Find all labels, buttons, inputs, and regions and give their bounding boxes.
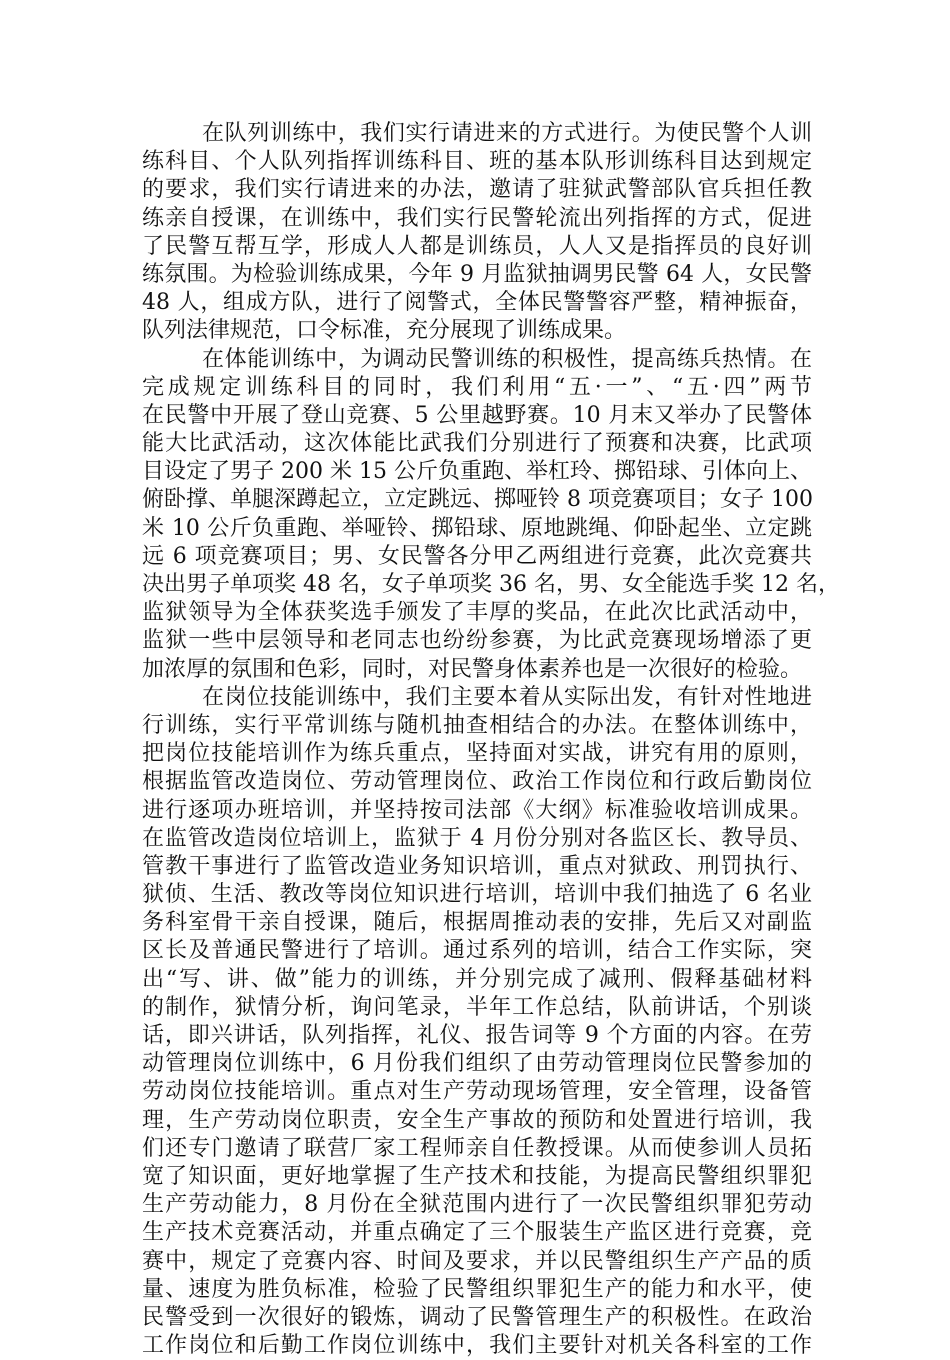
paragraph-fitness-training	[142, 346, 840, 684]
paragraph-job-skills-training	[142, 684, 812, 1360]
text-line: 练氛围。为检验训练成果，今年 9 月监狱抽调男民警 64 人，女民警	[142, 261, 812, 287]
text-line: 在体能训练中，为调动民警训练的积极性，提高练兵热情。在	[202, 346, 812, 372]
text-line: 生产劳动能力，8 月份在全狱范围内进行了一次民警组织罪犯劳动	[142, 1192, 812, 1218]
text-line: 赛中，规定了竞赛内容、时间及要求，并以民警组织生产产品的质	[142, 1248, 812, 1274]
text-line: 在队列训练中，我们实行请进来的方式进行。为使民警个人训	[202, 121, 812, 146]
text-line: 米 10 公斤负重跑、举哑铃、掷铅球、原地跳绳、仰卧起坐、立定跳	[142, 515, 812, 541]
paragraph-drill-training	[142, 120, 812, 346]
text-line: 生产技术竞赛活动，并重点确定了三个服装生产监区进行竞赛，竞	[142, 1220, 812, 1246]
text-line: 监狱领导为全体获奖选手颁发了丰厚的奖品，在此次比武活动中，	[142, 600, 812, 626]
text-line: 宽了知识面，更好地掌握了生产技术和技能，为提高民警组织罪犯	[142, 1163, 812, 1189]
text-line: 队列法律规范，口令标准，充分展现了训练成果。	[142, 318, 627, 344]
document-body	[142, 120, 840, 1360]
text-line: 的制作，狱情分析，询问笔录，半年工作总结，队前讲话，个别谈	[142, 994, 812, 1020]
text-line: 决出男子单项奖 48 名，女子单项奖 36 名，男、女全能选手奖 12 名，	[142, 572, 840, 597]
text-line: 远 6 项竞赛项目；男、女民警各分甲乙两组进行竞赛，此次竞赛共	[142, 543, 812, 569]
text-line: 们还专门邀请了联营厂家工程师亲自任教授课。从而使参训人员拓	[142, 1135, 812, 1161]
text-line: 能大比武活动，这次体能比武我们分别进行了预赛和决赛，比武项	[142, 431, 812, 457]
text-line: 俯卧撑、单腿深蹲起立，立定跳远、掷哑铃 8 项竞赛项目；女子 100	[142, 487, 813, 513]
text-line: 区长及普通民警进行了培训。通过系列的培训，结合工作实际，突	[142, 938, 812, 964]
text-line: 监狱一些中层领导和老同志也纷纷参赛，为比武竞赛现场增添了更	[142, 628, 812, 654]
text-line: 练亲自授课，在训练中，我们实行民警轮流出列指挥的方式，促进	[142, 205, 812, 231]
text-line: 完成规定训练科目的同时，我们利用“五·一”、“五·四”两节	[142, 374, 812, 400]
text-line: 48 人，组成方队，进行了阅警式，全体民警警容严整，精神振奋，	[142, 290, 812, 316]
text-line: 出“写、讲、做”能力的训练，并分别完成了减刑、假释基础材料	[142, 966, 812, 992]
text-line: 了民警互帮互学，形成人人都是训练员，人人又是指挥员的良好训	[142, 233, 812, 259]
text-line: 动管理岗位训练中，6 月份我们组织了由劳动管理岗位民警参加的	[142, 1051, 812, 1077]
text-line: 练科目、个人队列指挥训练科目、班的基本队形训练科目达到规定	[142, 149, 812, 175]
text-line: 劳动岗位技能培训。重点对生产劳动现场管理，安全管理，设备管	[142, 1079, 812, 1105]
text-line: 量、速度为胜负标准，检验了民警组织罪犯生产的能力和水平，使	[142, 1276, 812, 1302]
text-line: 理，生产劳动岗位职责，安全生产事故的预防和处置进行培训，我	[142, 1107, 812, 1133]
text-line: 进行逐项办班培训，并坚持按司法部《大纲》标准验收培训成果。	[142, 797, 812, 823]
text-line: 根据监管改造岗位、劳动管理岗位、政治工作岗位和行政后勤岗位	[142, 769, 812, 795]
text-line: 务科室骨干亲自授课，随后，根据周推动表的安排，先后又对副监	[142, 910, 812, 936]
text-line: 话，即兴讲话，队列指挥，礼仪、报告词等 9 个方面的内容。在劳	[142, 1023, 812, 1048]
text-line: 加浓厚的氛围和色彩，同时，对民警身体素养也是一次很好的检验。	[142, 656, 803, 682]
text-line: 狱侦、生活、教改等岗位知识进行培训，培训中我们抽选了 6 名业	[142, 882, 812, 908]
text-line: 管教干事进行了监管改造业务知识培训，重点对狱政、刑罚执行、	[142, 853, 812, 879]
text-line: 民警受到一次很好的锻炼，调动了民警管理生产的积极性。在政治	[142, 1304, 812, 1330]
text-line: 行训练，实行平常训练与随机抽查相结合的办法。在整体训练中，	[142, 712, 812, 738]
text-line: 把岗位技能培训作为练兵重点，坚持面对实战，讲究有用的原则，	[142, 741, 812, 767]
text-line: 在监管改造岗位培训上，监狱于 4 月份分别对各监区长、教导员、	[142, 825, 812, 851]
text-line: 目设定了男子 200 米 15 公斤负重跑、举杠玲、掷铅球、引体向上、	[142, 459, 812, 485]
text-line: 在岗位技能训练中，我们主要本着从实际出发，有针对性地进	[202, 684, 812, 710]
text-line: 工作岗位和后勤工作岗位训练中，我们主要针对机关各科室的工作	[142, 1333, 812, 1359]
text-line: 在民警中开展了登山竞赛、5 公里越野赛。10 月末又举办了民警体	[142, 402, 812, 428]
text-line: 的要求，我们实行请进来的办法，邀请了驻狱武警部队官兵担任教	[142, 177, 812, 203]
